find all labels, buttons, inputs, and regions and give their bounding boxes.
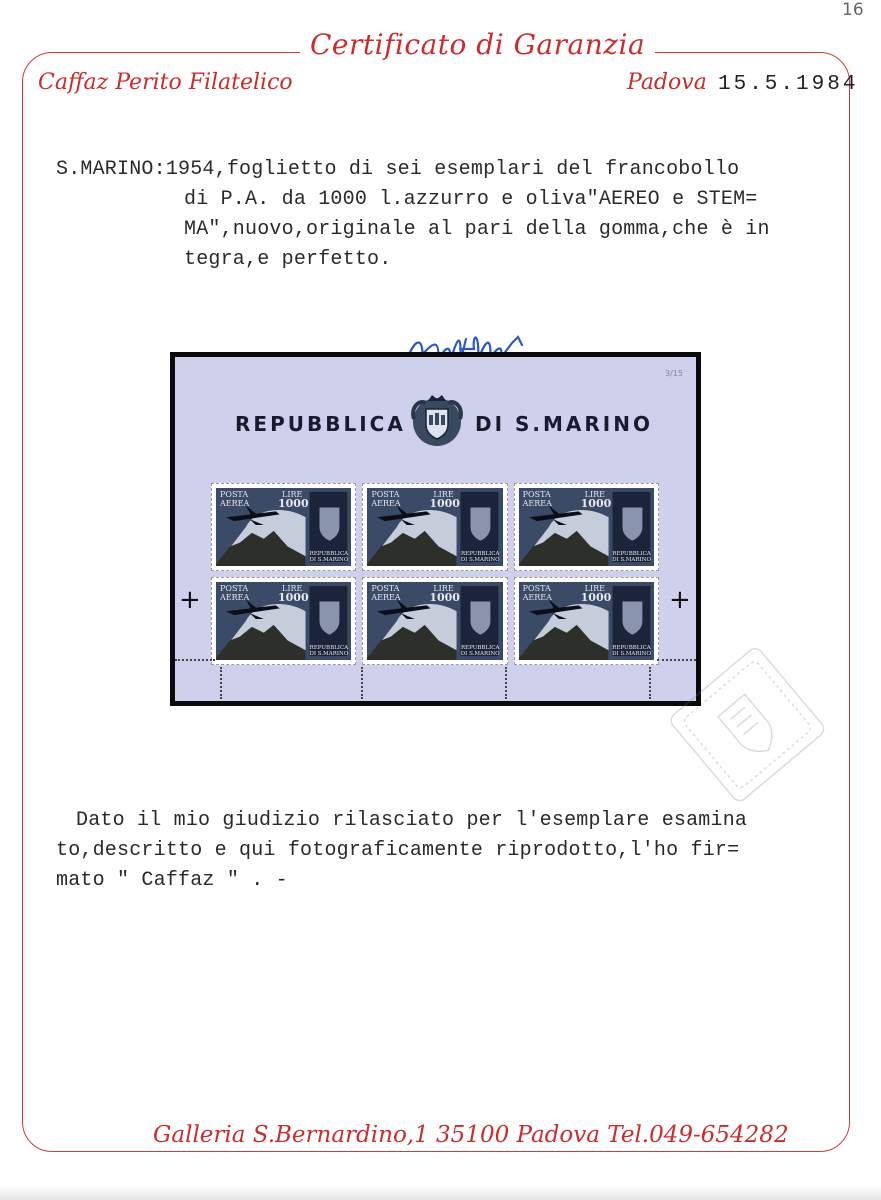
certificate-title: Certificato di Garanzia <box>300 28 655 61</box>
registration-cross: + <box>179 585 201 615</box>
airmail-stamp: POSTA AEREA LIRE 1000 REPUBBLICA DI S.MARINO <box>211 577 356 665</box>
souvenir-sheet <box>175 357 696 701</box>
certificate-city: Padova <box>627 70 707 95</box>
airmail-stamp: POSTA AEREA LIRE 1000 REPUBBLICA DI S.MARINO <box>362 483 507 571</box>
airmail-stamp: POSTA AEREA LIRE 1000 REPUBBLICA DI S.MARINO <box>211 483 356 571</box>
scan-edge <box>0 1185 881 1200</box>
airmail-stamp: POSTA AEREA LIRE 1000 REPUBBLICA DI S.MARINO <box>362 577 507 665</box>
attestation-line: Dato il mio giudizio rilasciato per l'esemplare esamina <box>76 809 748 832</box>
embossed-seal <box>660 640 835 810</box>
perforation-line <box>649 667 651 699</box>
perforation-line <box>175 659 215 661</box>
description-line: di P.A. da 1000 l.azzurro e oliva"AEREO e STEM= <box>184 188 758 211</box>
description-line: tegra,e perfetto. <box>184 248 392 271</box>
attestation-line: to,descritto e qui fotograficamente riprodotto,l'ho fir= <box>56 839 740 862</box>
sheet-heading-right: DI S.MARINO <box>475 412 653 436</box>
expert-name: Caffaz Perito Filatelico <box>38 70 293 95</box>
stamp-grid <box>211 483 659 665</box>
perforation-line <box>505 667 507 699</box>
souvenir-sheet-photo <box>170 352 701 706</box>
description-line: S.MARINO:1954,foglietto di sei esemplari del francobollo <box>56 158 740 181</box>
sheet-heading-left: REPUBBLICA <box>235 412 406 436</box>
certificate-date: 15.5.1984 <box>718 73 859 96</box>
registration-cross: + <box>669 585 691 615</box>
airmail-stamp: POSTA AEREA LIRE 1000 REPUBBLICA DI S.MARINO <box>514 577 659 665</box>
footer-address: Galleria S.Bernardino,1 35100 Padova Tel.049-654282 <box>143 1122 799 1148</box>
page-number-note: 16 <box>842 0 864 20</box>
description-line: MA",nuovo,originale al pari della gomma,che è in <box>184 218 770 241</box>
perforation-line <box>361 667 363 699</box>
attestation-line: mato " Caffaz " . - <box>56 869 288 892</box>
san-marino-crest-icon <box>406 389 468 451</box>
airmail-stamp: POSTA AEREA LIRE 1000 REPUBBLICA DI S.MARINO <box>514 483 659 571</box>
attestation-text <box>56 806 856 896</box>
stamp-description <box>56 155 846 275</box>
pencil-mark: 3/15 <box>665 369 683 378</box>
perforation-line <box>220 667 222 699</box>
